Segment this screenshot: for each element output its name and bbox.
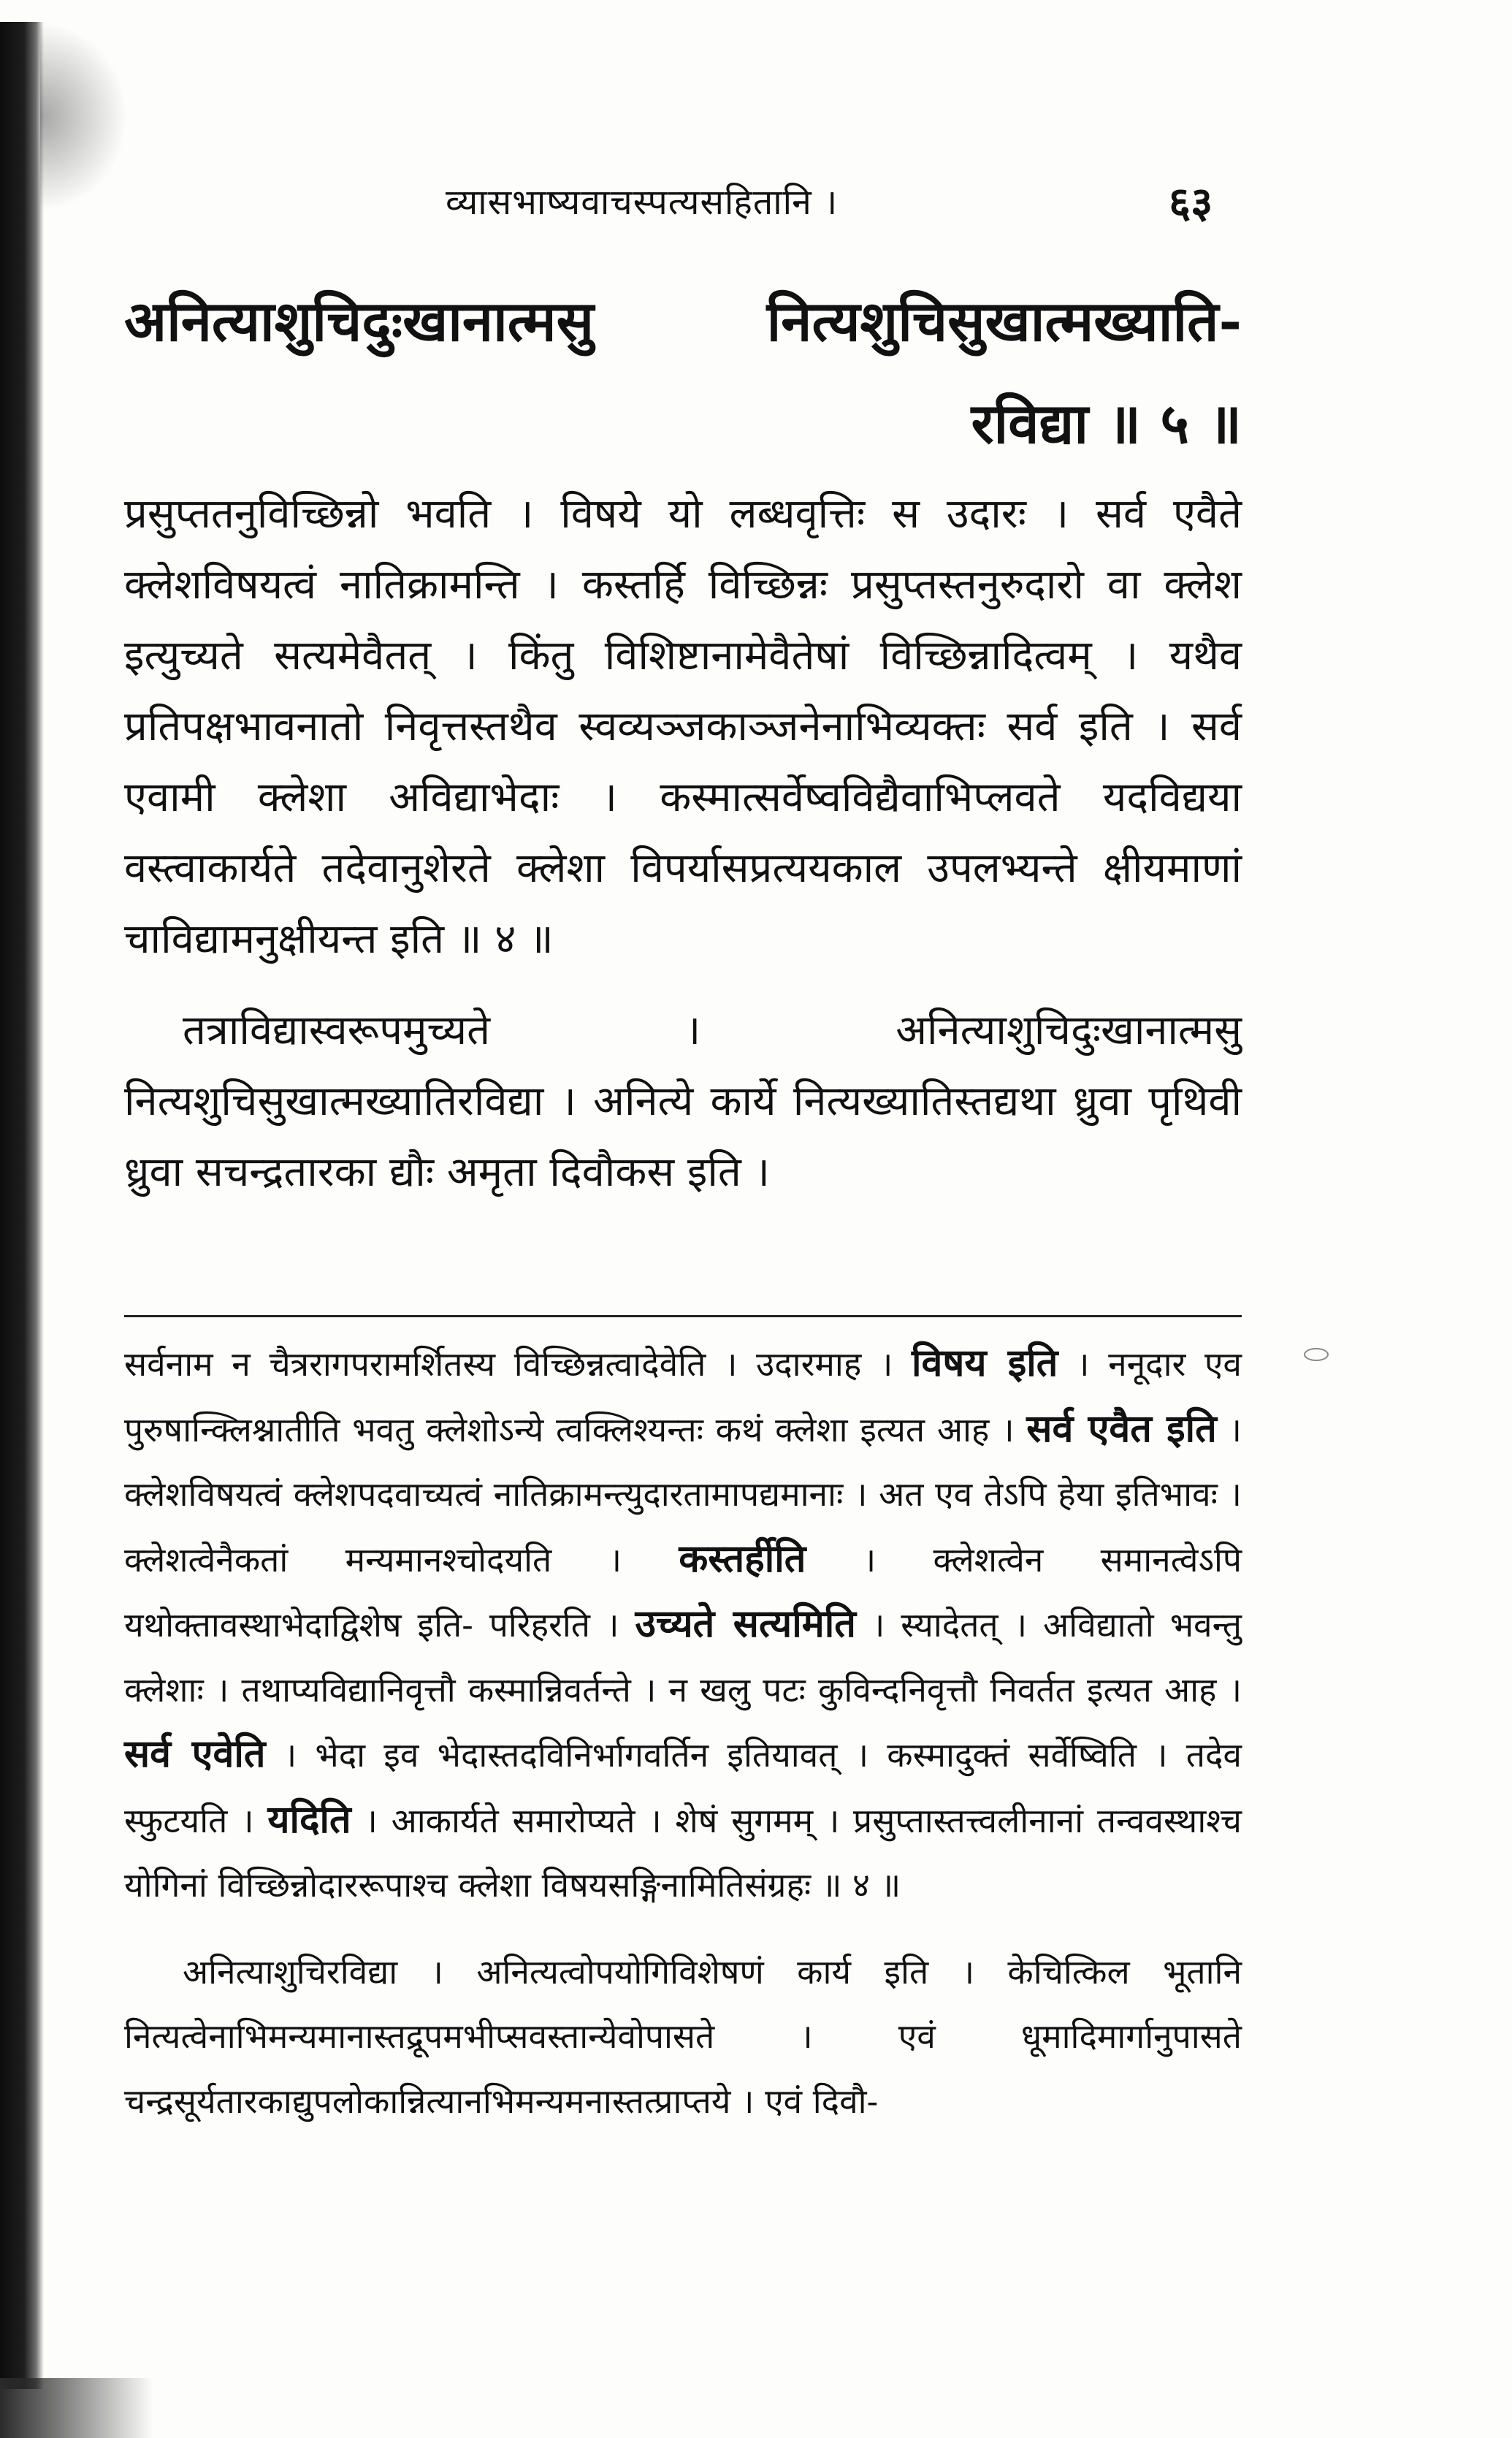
commentary-paragraph-1 [124,1331,1242,1918]
commentary-text [124,1331,1242,2133]
scan-corner-shadow [0,2378,153,2438]
page-header [110,164,1242,230]
sutra-heading [124,270,1242,475]
running-head: व्यासभाष्यवाचस्पत्यसहितानि । [446,182,839,223]
bhashya-paragraph-1: प्रसुप्ततनुविच्छिन्नो भवति । विषये यो लब्धवृत्तिः स उदारः । सर्व एवैते क्लेशविषयत्वं नातिक्रामन्ति । कस्तर्हि विच्छिन्नः प्रसुप्तस्तनुरुदारो वा क्लेश इत्युच्यते सत्यमेवैतत् । किंतु विशिष्टानामेवैतेषां विच्छिन्नादित्वम् । यथैव प्रतिपक्षभावनातो निवृत्तस्तथैव स्वव्यञ्जकाञ्जनेनाभिव्यक्तः सर्व इति । सर्व एवामी क्लेशा अविद्याभेदाः । कस्मात्सर्वेष्वविद्यैवाभिप्लवते यदविद्यया वस्त्वाकार्यते तदेवानुशेरते क्लेशा विपर्यासप्रत्ययकाल उपलभ्यन्ते क्षीयमाणां चाविद्यामनुक्षीयन्त इति ॥ ४ ॥ [124,490,1242,963]
commentary-lemma: विषय इति [912,1341,1058,1385]
commentary-segment: । क्लेशत्वेन समानत्वेऽपि यथोक्तावस्थाभेदाद्विशेष इति- परिहरति । [124,1539,1242,1645]
commentary-segment: । क्लेशविषयत्वं क्लेशपदवाच्यत्वं नातिक्रामन्त्युदारतामापद्यमानाः । अत एव तेऽपि हेया इतिभावः । क्लेशत्वेनैकतां मन्यमानश्चोदयति । [124,1409,1242,1580]
commentary-lemma: उच्यते सत्यमिति [635,1601,856,1646]
bhashya-text [124,479,1242,1208]
section-divider [124,1315,1242,1317]
sutra-line-2: रविद्या ॥ ५ ॥ [971,391,1242,456]
commentary-lemma: कस्तर्हीति [679,1536,806,1581]
sutra-line-1: अनित्याशुचिदुःखानात्मसु नित्यशुचिसुखात्मख्याति- [124,289,1242,354]
scan-speck [1304,1348,1329,1361]
page-number: ६३ [1169,178,1213,227]
commentary-lemma: सर्व एवेति [124,1732,266,1776]
commentary-segment: । भेदा इव भेदास्तदविनिर्भागवर्तिन इतियावत् । कस्मादुक्तं सर्वेष्विति । तदेव स्फुटयति । [124,1735,1242,1840]
commentary-segment: । स्यादेतत् । अविद्यातो भवन्तु क्लेशाः । तथाप्यविद्यानिवृत्तौ कस्मान्निवर्तन्ते । न खलु पटः कुविन्दनिवृत्तौ निवर्तत इत्यत आह । [124,1605,1242,1710]
commentary-lemma: यदिति [267,1797,351,1842]
commentary-segment: सर्वनाम न चैत्ररागपरामर्शितस्य विच्छिन्नत्वादेवेति । उदारमाह । [124,1344,912,1384]
commentary-segment: । ननूदार एव पुरुषान्क्लिश्नातीति भवतु क्लेशोऽन्ये त्वक्लिश्यन्तः कथं क्लेशा इत्यत आह । [124,1344,1242,1450]
bhashya-paragraph-2: तत्राविद्यास्वरूपमुच्यते । अनित्याशुचिदुःखानात्मसु नित्यशुचिसुखात्मख्यातिरविद्या । अनित्ये कार्ये नित्यख्यातिस्तद्यथा ध्रुवा पृथिवी ध्रुवा सचन्द्रतारका द्यौः अमृता दिवौकस इति । [124,1007,1242,1196]
page-binding-shadow [0,22,44,2389]
commentary-lemma: सर्व एवैत इति [1026,1406,1217,1451]
commentary-paragraph-2: अनित्याशुचिरविद्या । अनित्यत्वोपयोगिविशेषणं कार्य इति । केचित्किल भूतानि नित्यत्वेनाभिमन्यमानास्तद्रूपमभीप्सवस्तान्येवोपासते । एवं धूमादिमार्गानुपासते चन्द्रसूर्यतारकाद्युपलोकान्नित्यानभिमन्यमनास्तत्प्राप्तये । एवं दिवौ- [124,1951,1242,2121]
commentary-segment: । आकार्यते समारोप्यते । शेषं सुगमम् । प्रसुप्तास्तत्त्वलीनानां तन्ववस्थाश्च योगिनां विच्छिन्नोदाररूपाश्च क्लेशा विषयसङ्गिनामितिसंग्रहः ॥ ४ ॥ [124,1800,1242,1905]
